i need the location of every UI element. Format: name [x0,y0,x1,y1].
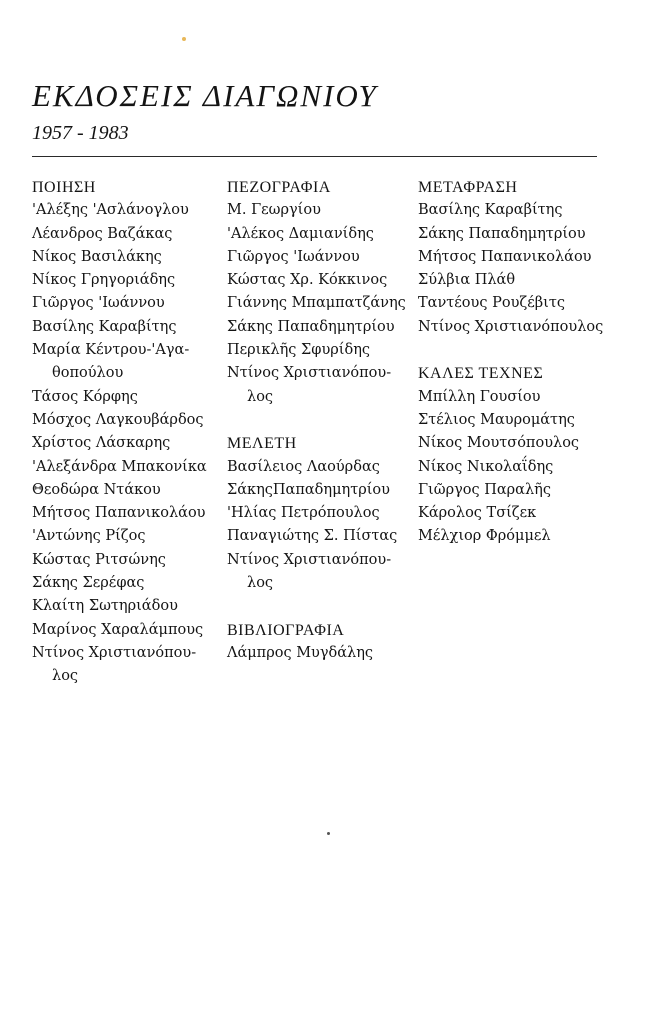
author-entry [227,525,417,548]
author-entry [418,502,623,525]
author-entry [32,246,224,269]
column-left [32,176,224,689]
author-entry [418,456,623,479]
author-name: Ντίνος Χριστιανόπου- [32,644,197,661]
author-entry [227,502,417,525]
author-name: Ταντέους Ρουζέβιτς [418,295,565,312]
author-name: ΣάκηςΠαπαδημητρίου [227,481,390,498]
author-name: Σάκης Σερέφας [32,575,145,592]
author-name-continuation: λος [247,575,274,592]
author-name: Περικλῆς Σφυρίδης [227,342,371,359]
author-name: Λέανδρος Βαζάκας [32,225,173,242]
author-name: Γιάννης Μπαμπατζάνης [227,295,406,312]
author-entry [32,502,224,525]
author-entry [32,525,224,548]
author-name: Μήτσος Παπανικολάου [418,248,592,265]
author-name: Βασίλης Καραβίτης [418,202,563,219]
author-entry [227,549,417,596]
author-entry [227,223,417,246]
author-name: Κώστας Ριτσώνης [32,551,166,568]
author-name: Μήτσος Παπανικολάου [32,505,206,522]
author-entry [227,456,417,479]
author-name: Γιῶργος 'Ιωάννου [227,248,360,265]
section-gap [418,339,623,362]
author-entry [32,479,224,502]
author-name: Μέλχιορ Φρόμμελ [418,528,551,545]
author-name: Τάσος Κόρφης [32,388,138,405]
author-name: 'Αντώνης Ρίζος [32,528,146,545]
author-entry [32,223,224,246]
author-entry [32,595,224,618]
author-name-continuation: λος [52,668,79,685]
author-name: Μαρίνος Χαραλάμπους [32,621,204,638]
author-entry [418,386,623,409]
author-name: Γιῶργος Παραλῆς [418,481,551,498]
author-name: Σάκης Παπαδημητρίου [418,225,586,242]
author-name-continuation: θοπούλου [52,365,124,382]
author-name: Κάρολος Τσίζεκ [418,505,537,522]
author-entry [32,199,224,222]
section-gap [227,409,417,432]
author-entry [32,386,224,409]
section-heading: ΠΟΙΗΣΗ [32,179,96,196]
author-name: Κώστας Χρ. Κόκκινος [227,272,388,289]
publication-years: 1957 - 1983 [32,122,129,144]
author-entry [32,456,224,479]
section-gap [227,595,417,618]
author-entry [227,479,417,502]
author-entry [227,292,417,315]
author-entry [227,269,417,292]
section-heading: ΚΑΛΕΣ ΤΕΧΝΕΣ [418,365,544,383]
author-name: Μόσχος Λαγκουβάρδος [32,411,204,428]
author-entry [32,642,224,689]
author-entry [32,269,224,292]
author-name: 'Αλεξάνδρα Μπακονίκα [32,458,207,475]
paper-speck [327,832,330,835]
author-entry [32,316,224,339]
author-entry [32,339,224,386]
author-entry [418,409,623,432]
author-name: Μαρία Κέντρου-'Αγα- [32,342,190,359]
author-name: Παναγιώτης Σ. Πίστας [227,528,398,545]
author-entry [32,619,224,642]
author-name: Σάκης Παπαδημητρίου [227,318,395,335]
paper-speck [182,37,186,41]
author-entry [418,223,623,246]
column-right [418,176,623,549]
author-name: 'Αλέξης 'Ασλάνογλου [32,202,189,219]
author-name: Νίκος Νικολαΐδης [418,458,554,475]
author-entry [418,199,623,222]
author-entry [418,246,623,269]
author-name: Στέλιος Μαυρομάτης [418,411,575,428]
author-name: Νίκος Γρηγοριάδης [32,272,176,289]
column-middle [227,176,417,665]
author-name: Μπίλλη Γουσίου [418,388,541,405]
author-name: Βασίλειος Λαούρδας [227,458,380,475]
author-name: Χρίστος Λάσκαρης [32,435,171,452]
author-entry [418,316,623,339]
author-entry [32,549,224,572]
author-name-continuation: λος [247,388,274,405]
header-divider [32,156,597,157]
author-name: Σύλβια Πλάθ [418,272,516,289]
author-entry [418,479,623,502]
author-entry [418,432,623,455]
author-entry [32,409,224,432]
section-heading: ΜΕΛΕΤΗ [227,435,297,453]
author-name: Κλαίτη Σωτηριάδου [32,598,178,615]
author-entry [227,199,417,222]
author-name: 'Ηλίας Πετρόπουλος [227,505,380,522]
author-entry [227,339,417,362]
author-entry [32,432,224,455]
author-name: Ντίνος Χριστιανόπου- [227,551,392,568]
author-name: Ντίνος Χριστιανόπουλος [418,318,604,335]
author-entry [227,642,417,665]
author-entry [227,246,417,269]
author-name: Βασίλης Καραβίτης [32,318,177,335]
page-title: ΕΚΔΟΣΕΙΣ ΔΙΑΓΩΝΙΟΥ [32,78,378,113]
author-name: Θεοδώρα Ντάκου [32,481,161,498]
author-entry [227,316,417,339]
section-heading: ΜΕΤΑΦΡΑΣΗ [418,179,518,196]
author-name: Νίκος Βασιλάκης [32,248,162,265]
author-name: Μ. Γεωργίου [227,202,321,219]
author-entry [32,292,224,315]
author-name: Γιῶργος 'Ιωάννου [32,295,165,312]
author-entry [227,362,417,409]
section-heading: ΠΕΖΟΓΡΑΦΙΑ [227,179,331,196]
author-name: Λάμπρος Μυγδάλης [227,644,374,661]
author-name: Ντίνος Χριστιανόπου- [227,365,392,382]
author-entry [418,525,623,548]
author-name: 'Αλέκος Δαμιανίδης [227,225,374,242]
author-entry [418,269,623,292]
author-name: Νίκος Μουτσόπουλος [418,435,580,452]
author-entry [32,572,224,595]
author-entry [418,292,623,315]
section-heading: ΒΙΒΛΙΟΓΡΑΦΙΑ [227,621,345,639]
